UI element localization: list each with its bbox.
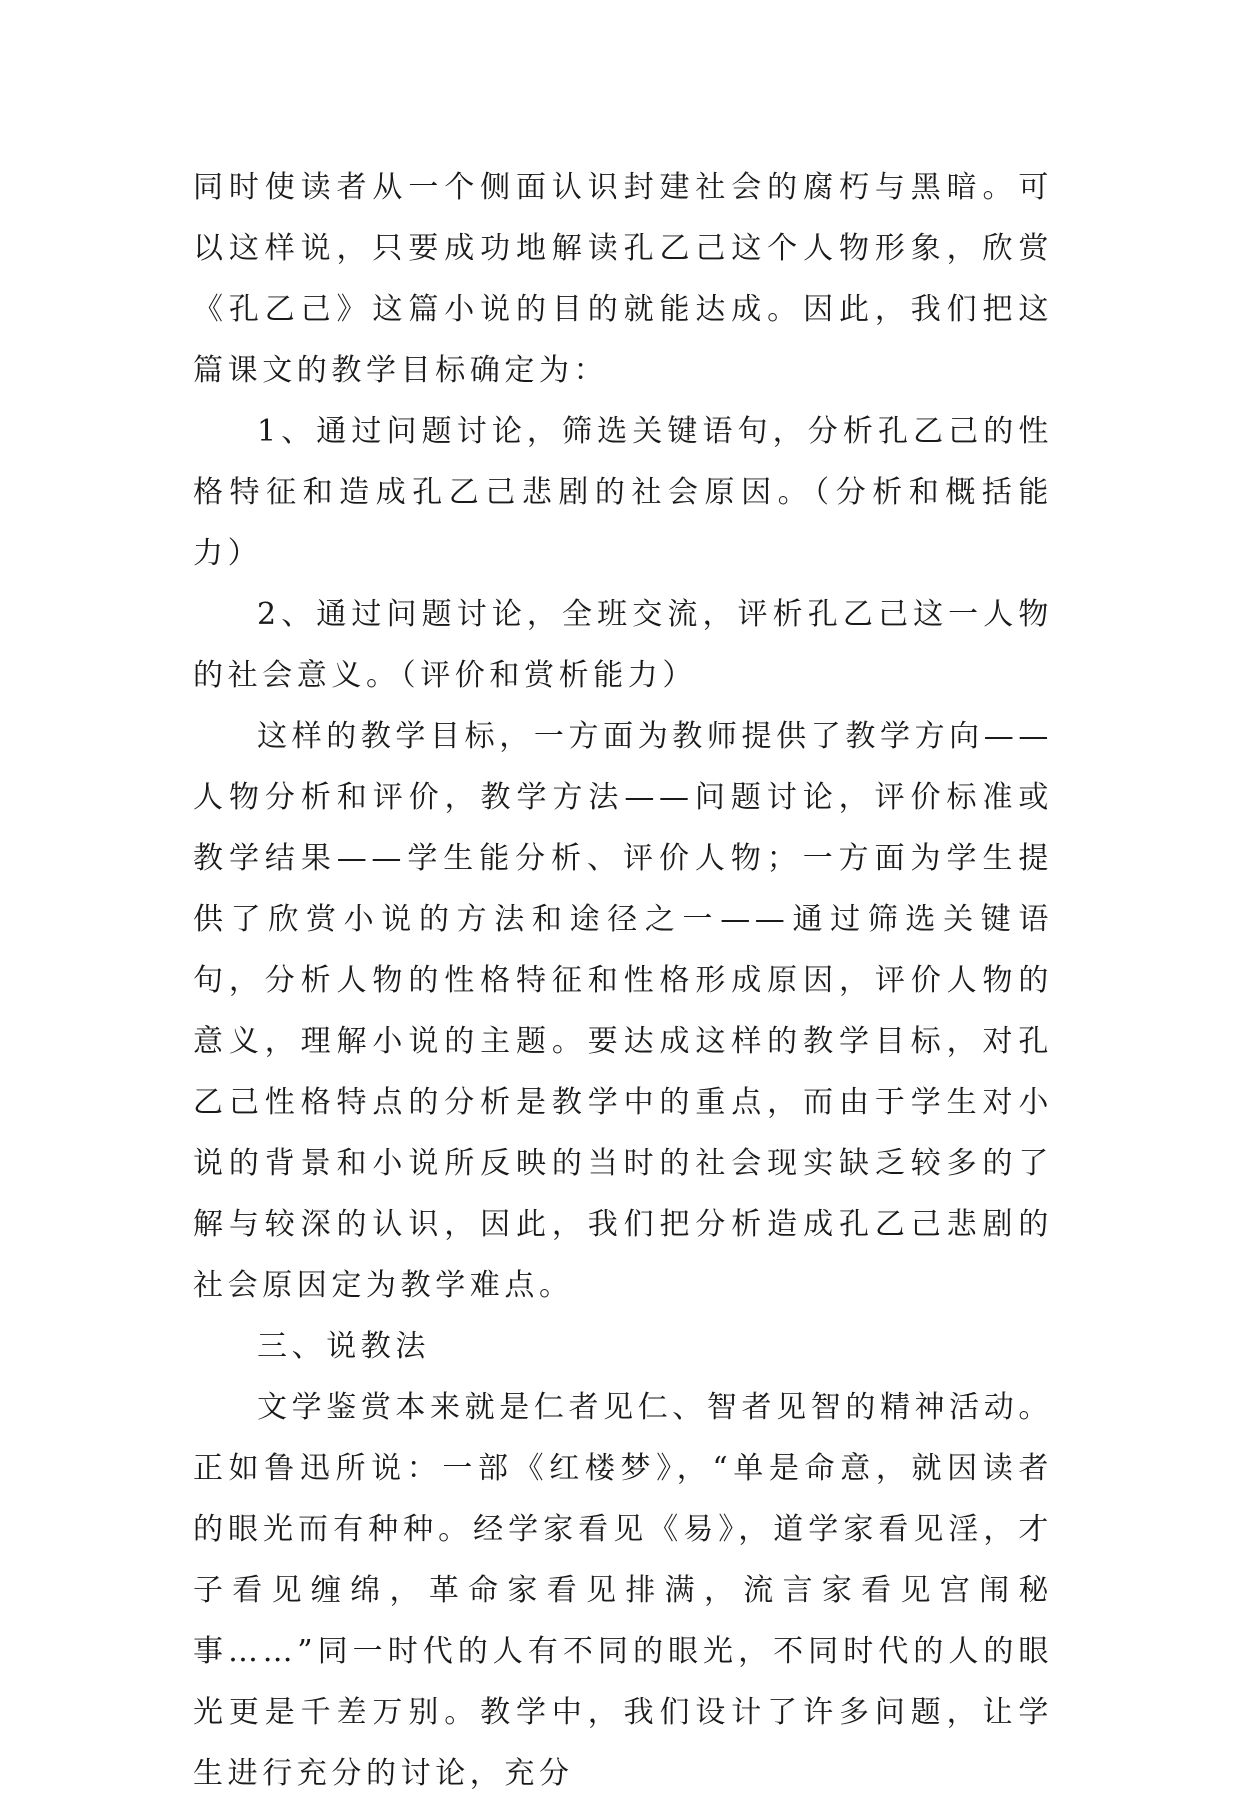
- paragraph-objective-1: 1、通过问题讨论，筛选关键语句，分析孔乙己的性格特征和造成孔乙己悲剧的社会原因。（分析和概括能力）: [193, 414, 1053, 571]
- document-body: [193, 157, 1053, 1804]
- paragraph-objective-2: 2、通过问题讨论，全班交流，评析孔乙己这一人物的社会意义。（评价和赏析能力）: [193, 597, 1053, 693]
- paragraph-intro: 同时使读者从一个侧面认识封建社会的腐朽与黑暗。可以这样说，只要成功地解读孔乙己这个人物形象，欣赏《孔乙己》这篇小说的目的就能达成。因此，我们把这篇课文的教学目标确定为：: [193, 170, 1053, 388]
- paragraph-teaching-method: 文学鉴赏本来就是仁者见仁、智者见智的精神活动。正如鲁迅所说：一部《红楼梦》，“单是命意，就因读者的眼光而有种种。经学家看见《易》，道学家看见淫，才子看见缠绵，革命家看见排满，流言家看见宫闱秘事……”同一时代的人有不同的眼光，不同时代的人的眼光更是千差万别。教学中，我们设计了许多问题，让学生进行充分的讨论，充分: [193, 1390, 1053, 1791]
- paragraph-objective-analysis: 这样的教学目标，一方面为教师提供了教学方向——人物分析和评价，教学方法——问题讨论，评价标准或教学结果——学生能分析、评价人物；一方面为学生提供了欣赏小说的方法和途径之一——通过筛选关键语句，分析人物的性格特征和性格形成原因，评价人物的意义，理解小说的主题。要达成这样的教学目标，对孔乙己性格特点的分析是教学中的重点，而由于学生对小说的背景和小说所反映的当时的社会现实缺乏较多的了解与较深的认识，因此，我们把分析造成孔乙己悲剧的社会原因定为教学难点。: [193, 719, 1053, 1303]
- section-heading-teaching-method: 三、说教法: [257, 1329, 430, 1364]
